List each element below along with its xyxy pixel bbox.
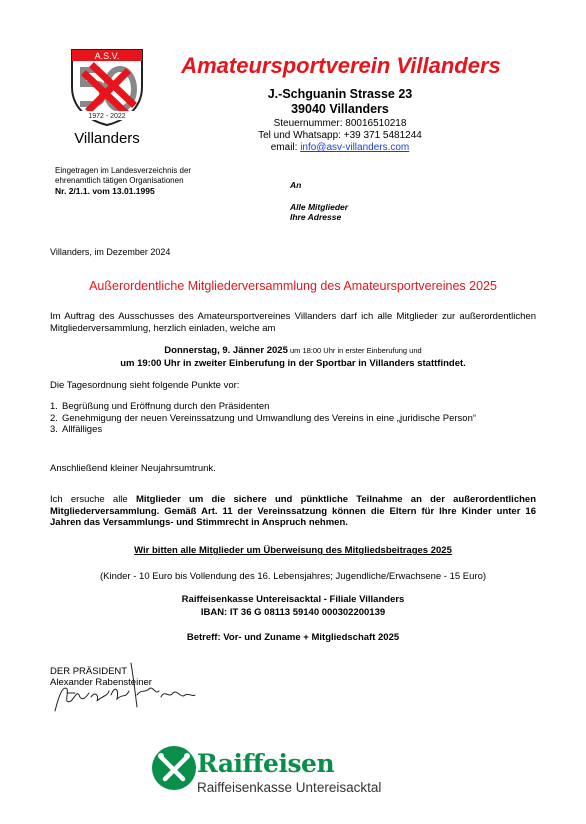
- registration-line-1: Eingetragen im Landesverzeichnis der: [55, 166, 192, 175]
- club-logo: [68, 47, 146, 127]
- email-label: email:: [270, 142, 301, 153]
- registration-number: Nr. 2/1.1. vom 13.01.1995: [55, 186, 155, 196]
- signature-block: [50, 666, 152, 688]
- signature-title: DER PRÄSIDENT: [50, 666, 128, 677]
- logo-top-text: A.S.V.: [94, 51, 120, 61]
- agenda-item: 3. Allfälliges: [50, 424, 103, 435]
- agenda-intro: Die Tagesordnung sieht folgende Punkte vor:: [50, 380, 240, 391]
- raiffeisen-branch: Raiffeisenkasse Untereisacktal: [197, 780, 382, 795]
- logo-city: Villanders: [74, 130, 140, 147]
- meeting-second-call: um 19:00 Uhr in zweiter Einberufung in der Sportbar in Villanders stattfindet.: [120, 358, 466, 369]
- bank-iban: IBAN: IT 36 G 08113 59140 000302200139: [200, 607, 386, 618]
- letter-subject: Außerordentliche Mitgliederversammlung des Amateursportvereines 2025: [89, 279, 497, 293]
- club-email-line: [240, 142, 440, 153]
- fee-details: (Kinder - 10 Euro bis Vollendung des 16. Lebensjahres; Jugendliche/Erwachsene - 15 Euro): [99, 571, 487, 582]
- club-tax-number: Steuernummer: 80016510218: [273, 118, 407, 129]
- club-phone: Tel und Whatsapp: +39 371 5481244: [258, 130, 422, 141]
- request-pre: Ich ersuche alle: [50, 494, 136, 505]
- date-line: Villanders, im Dezember 2024: [50, 247, 171, 257]
- agenda-list: [50, 401, 536, 436]
- recipient-line-1: Alle Mitglieder: [290, 202, 349, 212]
- club-zip-city: 39040 Villanders: [291, 102, 389, 116]
- agenda-item: 1. Begrüßung und Eröffnung durch den Präsidenten: [50, 401, 270, 412]
- meeting-date: Donnerstag, 9. Jänner 2025: [164, 345, 288, 356]
- meeting-first-call-time: um 18:00 Uhr in erster Einberufung und: [287, 346, 422, 355]
- email-link[interactable]: info@asv-villanders.com: [300, 142, 410, 153]
- logo-years-text: 1972 - 2022: [88, 113, 126, 120]
- attendance-request: [50, 494, 536, 529]
- raiffeisen-gable-icon: [150, 744, 198, 792]
- meeting-first-call: [50, 345, 536, 357]
- signature-name: Alexander Rabensteiner: [50, 677, 152, 688]
- agenda-item: 2. Genehmigung der neuen Vereinssatzung und Umwandlung des Vereins in eine „juridische Person“: [50, 412, 477, 424]
- payment-reference: Betreff: Vor- und Zuname + Mitgliedschaft 2025: [186, 632, 400, 643]
- registration-line-2: ehrenamtlich tätigen Organisationen: [55, 176, 184, 185]
- fee-heading: Wir bitten alle Mitglieder um Überweisung des Mitgliedsbeitrages 2025: [134, 545, 452, 556]
- intro-paragraph: Im Auftrag des Ausschusses des Amateursportvereines Villanders darf ich alle Mitglieder zur außerordentlichen Mitgliederversammlung, herzlich einladen, welche am: [50, 311, 536, 334]
- request-bold: Mitglieder um die sichere und pünktliche Teilnahme an der außerordentlichen Mitgliederversammlung. Gemäß Art. 11 der Vereinssatzung können die Eltern für Ihre Kinder unter 16 Jahren das Versammlungs- und Stimmrecht in Anspruch nehmen.: [50, 494, 536, 528]
- recipient-an: An: [290, 180, 302, 190]
- recipient-line-2: Ihre Adresse: [290, 212, 342, 222]
- club-name: Amateursportverein Villanders: [181, 53, 501, 78]
- bank-name: Raiffeisenkasse Untereisacktal - Filiale Villanders: [181, 594, 405, 605]
- afterwards-note: Anschließend kleiner Neujahrsumtrunk.: [50, 463, 216, 474]
- raiffeisen-brand: Raiffeisen: [197, 749, 335, 778]
- club-street: J.-Schguanin Strasse 23: [267, 87, 413, 101]
